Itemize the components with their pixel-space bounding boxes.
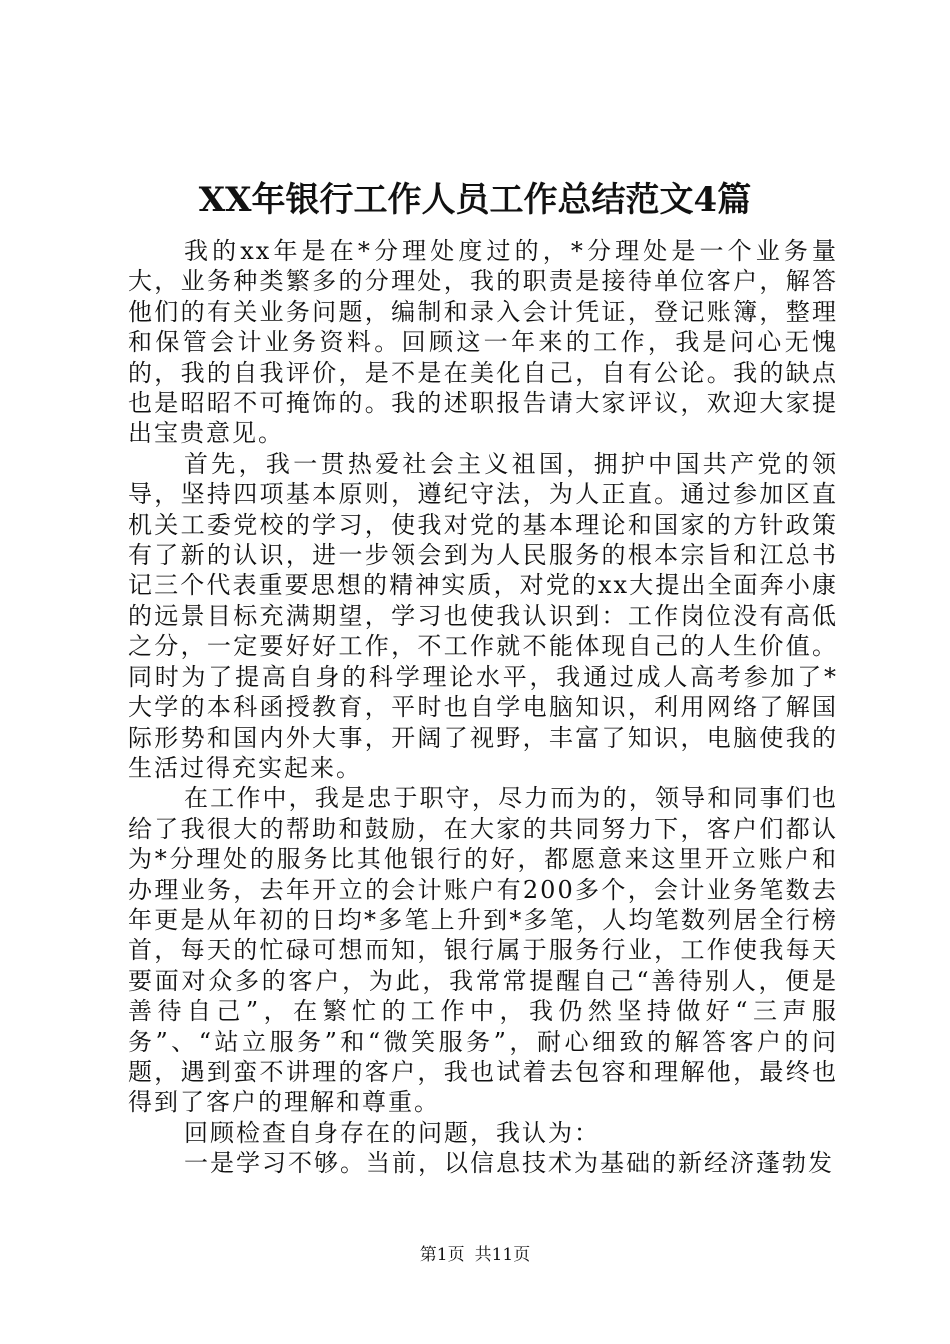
- page-total: 共11页: [474, 1245, 531, 1265]
- document-body: [128, 236, 838, 1179]
- document-title: XX年银行工作人员工作总结范文4篇: [198, 180, 752, 220]
- page-number: 第1页: [419, 1245, 465, 1265]
- page-footer: [0, 1244, 950, 1266]
- body-paragraph: 回顾检查自身存在的问题，我认为：: [184, 1118, 600, 1147]
- body-paragraph: 我的xx年是在*分理处度过的，*分理处是一个业务量大，业务种类繁多的分理处，我的职责是接待单位客户，解答他们的有关业务问题，编制和录入会计凭证，登记账簿，整理和保管会计业务资料。回顾这一年来的工作，我是问心无愧的，我的自我评价，是不是在美化自己，自有公论。我的缺点也是昭昭不可掩饰的。我的述职报告请大家评议，欢迎大家提出宝贵意见。: [128, 237, 838, 448]
- body-paragraph: 一是学习不够。当前，以信息技术为基础的新经济蓬勃发: [184, 1149, 834, 1178]
- body-paragraph: 在工作中，我是忠于职守，尽力而为的，领导和同事们也给了我很大的帮助和鼓励，在大家的共同努力下，客户们都认为*分理处的服务比其他银行的好，都愿意来这里开立账户和办理业务，去年开立的会计账户有200多个，会计业务笔数去年更是从年初的日均*多笔上升到*多笔，人均笔数列居全行榜首，每天的忙碌可想而知，银行属于服务行业，工作使我每天要面对众多的客户，为此，我常常提醒自己“善待别人，便是善待自己”，在繁忙的工作中，我仍然坚持做好“三声服务”、“站立服务”和“微笑服务”，耐心细致的解答客户的问题，遇到蛮不讲理的客户，我也试着去包容和理解他，最终也得到了客户的理解和尊重。: [128, 784, 838, 1117]
- body-paragraph: 首先，我一贯热爱社会主义祖国，拥护中国共产党的领导，坚持四项基本原则，遵纪守法，为人正直。通过参加区直机关工委党校的学习，使我对党的基本理论和国家的方针政策有了新的认识，进一步领会到为人民服务的根本宗旨和江总书记三个代表重要思想的精神实质，对党的xx大提出全面奔小康的远景目标充满期望，学习也使我认识到：工作岗位没有高低之分，一定要好好工作，不工作就不能体现自己的人生价值。同时为了提高自身的科学理论水平，我通过成人高考参加了*大学的本科函授教育，平时也自学电脑知识，利用网络了解国际形势和国内外大事，开阔了视野，丰富了知识，电脑使我的生活过得充实起来。: [128, 449, 838, 782]
